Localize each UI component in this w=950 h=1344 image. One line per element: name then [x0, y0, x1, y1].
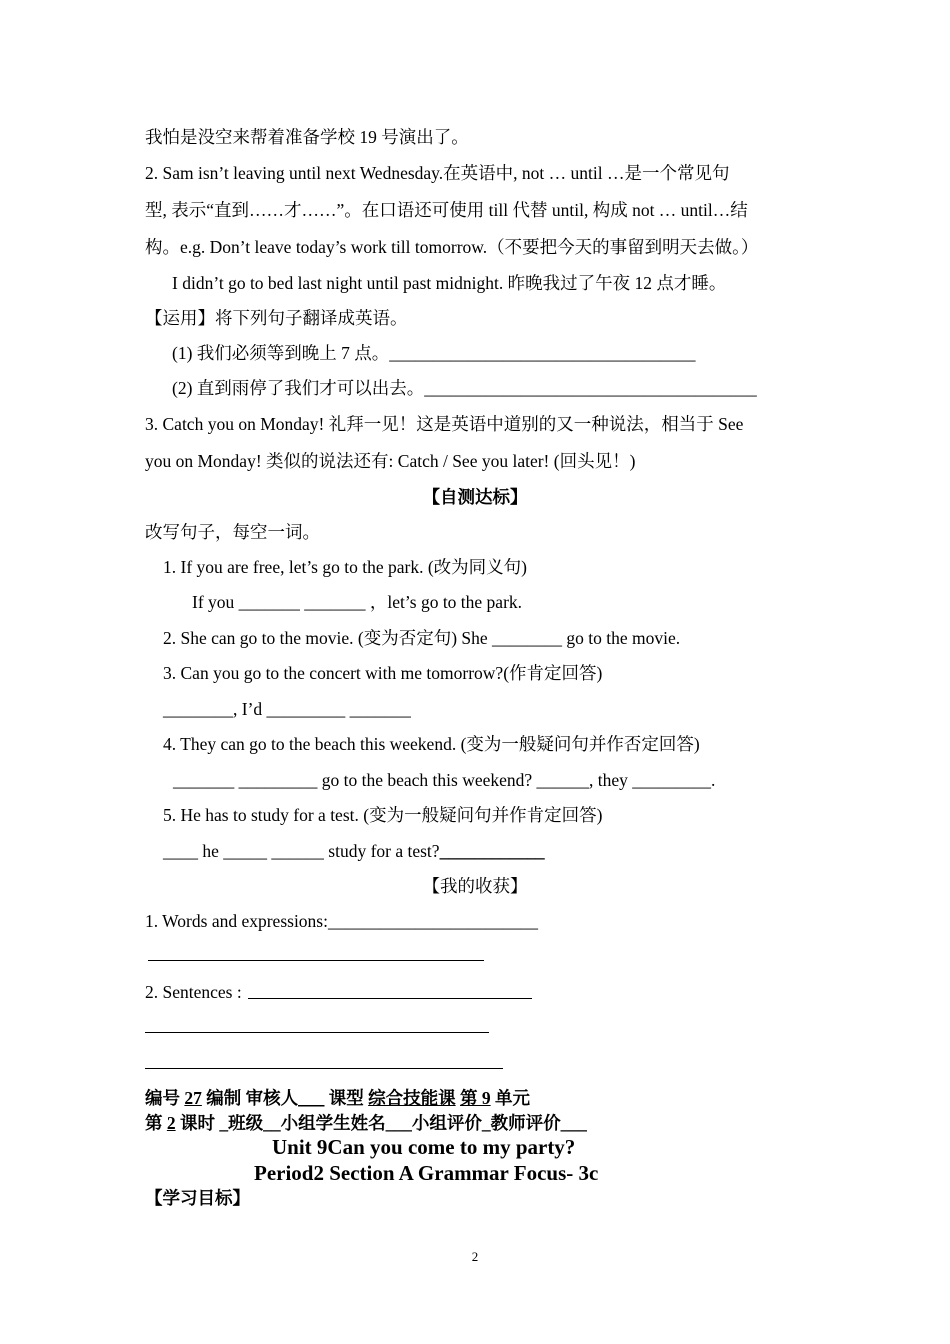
text-line: 2. Sam isn’t leaving until next Wednesday.在英语中, not … until …是一个常见句 — [145, 163, 730, 183]
meta-blank: ___ — [298, 1088, 325, 1108]
meta-text: 课时 _班级__小组学生姓名___小组评价_教师评价___ — [175, 1113, 587, 1133]
answer-line — [163, 840, 545, 862]
blank-rule — [248, 998, 532, 999]
lesson-meta-line — [145, 1087, 530, 1109]
blank-rule — [145, 1032, 489, 1033]
period-title: Period2 Section A Grammar Focus- 3c — [254, 1161, 599, 1185]
text-line: 构。e.g. Don’t leave today’s work till tomorrow.（不要把今天的事留到明天去做。） — [145, 237, 759, 257]
question: 1. If you are free, let’s go to the park. (改为同义句) — [163, 557, 527, 577]
meta-text: 编制 审核人 — [201, 1088, 299, 1108]
question: 2. She can go to the movie. (变为否定句) She ________ go to the movie. — [163, 628, 681, 648]
use-item: (1) 我们必须等到晚上 7 点。___________________________________ — [172, 343, 696, 363]
meta-number: 27 — [184, 1088, 202, 1108]
meta-course-type: 综合技能课 — [368, 1088, 456, 1108]
use-item: (2) 直到雨停了我们才可以出去。______________________________________ — [172, 378, 757, 398]
self-test-heading: 【自测达标】 — [422, 487, 528, 507]
unit-title: Unit 9Can you come to my party? — [272, 1135, 576, 1159]
answer-text: ____ he _____ ______ study for a test? — [163, 841, 440, 861]
meta-text: 单元 — [490, 1088, 530, 1108]
text-line: you on Monday! 类似的说法还有: Catch / See you later! (回头见！) — [145, 451, 636, 471]
harvest-item: 2. Sentences : — [145, 982, 242, 1002]
question: 3. Can you go to the concert with me tomorrow?(作肯定回答) — [163, 663, 603, 683]
question: 4. They can go to the beach this weekend. (变为一般疑问句并作否定回答) — [163, 734, 700, 754]
lesson-meta-line — [145, 1112, 587, 1134]
answer-line: If you _______ _______ ，let’s go to the park. — [192, 592, 523, 612]
self-test-instruction: 改写句子，每空一词。 — [145, 522, 320, 542]
page-number: 2 — [471, 1249, 479, 1264]
meta-text: 课型 — [324, 1088, 369, 1108]
question: 5. He has to study for a test. (变为一般疑问句并作肯定回答) — [163, 805, 603, 825]
meta-text: 第 — [145, 1113, 167, 1133]
answer-line: _______ _________ go to the beach this weekend? ______, they _________. — [173, 770, 716, 790]
blank-rule — [148, 960, 484, 961]
meta-unit: 第 9 — [460, 1088, 491, 1108]
meta-text: 编号 — [145, 1088, 185, 1108]
text-line: 我怕是没空来帮着准备学校 19 号演出了。 — [145, 127, 469, 147]
harvest-heading: 【我的收获】 — [422, 876, 528, 896]
goals-heading: 【学习目标】 — [145, 1188, 250, 1208]
answer-blank: ____________ — [439, 841, 545, 861]
text-line: 型, 表示“直到……才……”。在口语还可使用 till 代替 until, 构成 not … until…结 — [145, 200, 748, 220]
text-line: 3. Catch you on Monday! 礼拜一见！这是英语中道别的又一种说法，相当于 See — [145, 414, 744, 434]
blank-rule — [145, 1068, 503, 1069]
answer-line: ________, I’d _________ _______ — [163, 699, 411, 719]
use-heading: 【运用】将下列句子翻译成英语。 — [145, 308, 408, 328]
text-line: I didn’t go to bed last night until past midnight. 昨晚我过了午夜 12 点才睡。 — [172, 273, 727, 293]
harvest-item: 1. Words and expressions:________________________ — [145, 911, 538, 931]
meta-period-number: 2 — [166, 1113, 176, 1133]
